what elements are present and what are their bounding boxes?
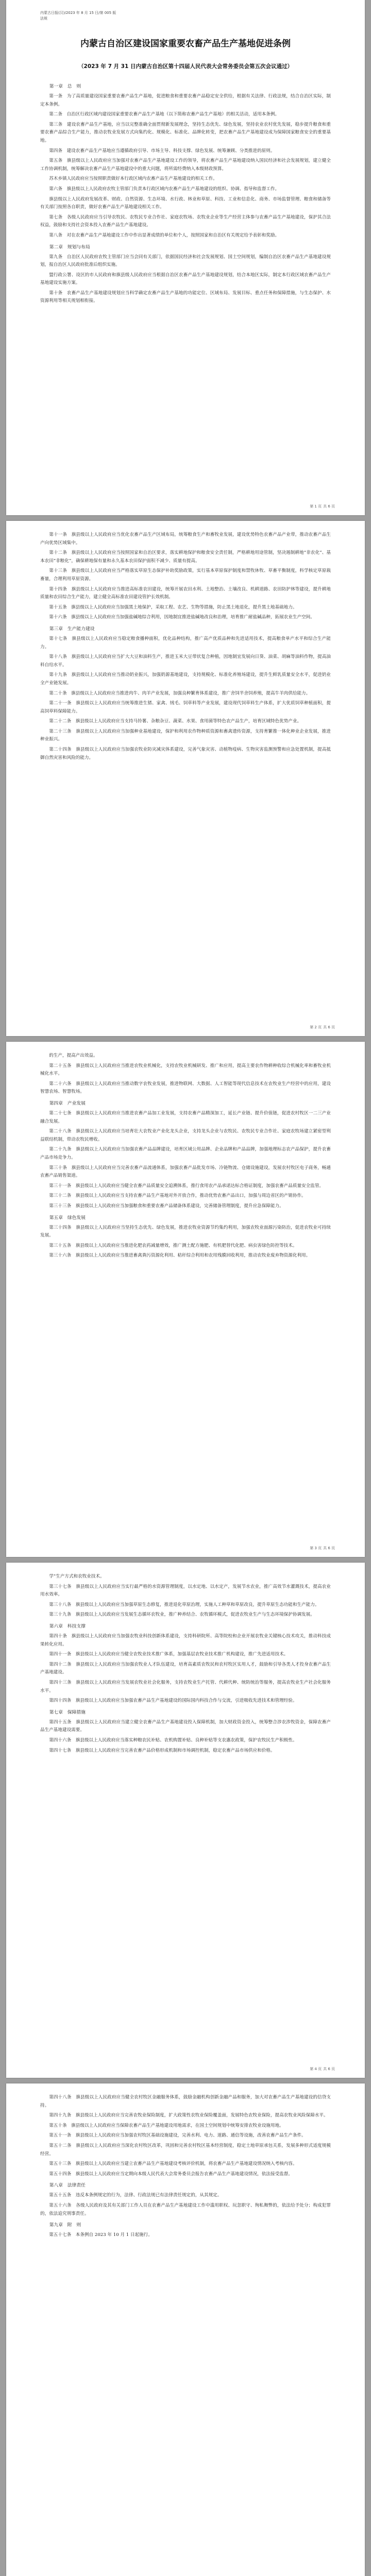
document-page	[6, 2083, 365, 2576]
article-paragraph: 第三十七条 旗县级以上人民政府应当实行最严格的水资源管理制度，以水定地、以水定产，发展节水农业，推广高效节水灌溉技术，提高农业用水效率。	[40, 1584, 331, 1598]
page-number	[308, 1546, 335, 1551]
article-paragraph: 第二十条 旗县级以上人民政府应当推进肉牛、肉羊产业发展，加强良种繁育体系建设，推广舍饲半舍饲养殖，提高牛羊肉供给能力。	[49, 690, 311, 696]
article-paragraph: 第一条 为了高质量建设国家重要农畜产品生产基地，促进粮食和重要农畜产品稳定安全供给，根据有关法律、行政法规，结合自治区实际，制定本条例。	[40, 94, 331, 107]
article-paragraph: 第五十六条 各级人民政府及其有关部门工作人员在农畜产品生产基地建设工作中滥用职权、玩忽职守、徇私舞弊的，依法给予处分；构成犯罪的，依法追究刑事责任。	[40, 2202, 331, 2216]
article-paragraph: 第二十三条 旗县级以上人民政府应当加强种业基地建设，保护和利用农作物种质资源和畜禽遗传资源，支持育繁推一体化种业企业发展，推进种业振兴。	[40, 728, 331, 742]
article-paragraph: 第十五条 旗县级以上人民政府应当加强黑土地保护，采取工程、农艺、生物等措施，防止黑土地退化，提升黑土地基础地力。	[49, 604, 297, 610]
page-number-current: 第 1 页	[310, 504, 322, 509]
article-paragraph: 第五条 旗县级以上人民政府应当加强对农畜产品生产基地建设工作的领导，将农畜产品生产基地建设纳入国民经济和社会发展规划，建立健全工作协调机制，统筹解决农畜产品生产基地建设中的重大问题，将所需经费纳入本级财政预算。	[40, 158, 331, 172]
article-paragraph: 第二十五条 旗县级以上人民政府应当推进农牧业机械化，支持农牧业机械研发、推广和应用，提高主要农作物耕种收综合机械化率和畜牧业机械化水平。	[40, 1063, 331, 1077]
chapter-heading: 第八章 法律责任	[49, 2183, 86, 2189]
article-paragraph: 第十九条 旗县级以上人民政府应当推动奶业振兴，加强奶源基地建设，支持规模化、标准化养殖场建设，提升生鲜乳质量安全水平，促进奶业全产业链发展。	[40, 672, 331, 686]
chapter-heading: 第一章 总 则	[49, 84, 81, 89]
article-paragraph: 第三十九条 旗县级以上人民政府应当发展生态循环农牧业，推广种养结合、农牧循环模式，促进农牧业生产与生态环境保护协调发展。	[49, 1612, 315, 1618]
article-paragraph: 学”生产方式和农牧业技术。	[49, 1574, 105, 1579]
article-paragraph: 的生产，提高产出效益。	[49, 1053, 98, 1058]
article-paragraph: 第四十九条 旗县级以上人民政府应当完善农牧业保险制度，扩大政策性农牧业保险覆盖面，发展特色农牧业保险，提高农牧业风险保障水平。	[49, 2113, 328, 2119]
header-source-line: 内蒙古日报(汉)/2023 年 8 月 15 日/第 005 版	[40, 11, 116, 15]
article-paragraph: 第十八条 旗县级以上人民政府应当扩大大豆和油料生产，推进玉米大豆带状复合种植，因地制宜发展向日葵、油菜、胡麻等油料作物，提高油料自给水平。	[40, 654, 331, 668]
document-subtitle: （2023 年 7 月 31 日内蒙古自治区第十四届人民代表大会常务委员会第五次会议通过）	[78, 63, 293, 70]
header-section-line: 法规	[40, 16, 47, 21]
article-paragraph: 第二十九条 旗县级以上人民政府应当加强农畜产品品牌建设，培育区域公用品牌、企业品牌和产品品牌，加强地理标志农产品保护，提升农畜产品市场竞争力。	[40, 1147, 331, 1160]
article-paragraph: 第四十八条 旗县级以上人民政府应当健全农村牧区金融服务体系，鼓励金融机构创新金融产品和服务，加大对农畜产品生产基地建设的信贷支持。	[40, 2095, 331, 2108]
article-paragraph: 第三十五条 旗县级以上人民政府应当推进化肥农药减量增效，推广测土配方施肥、有机肥替代化肥、病虫害绿色防控等技术。	[49, 1243, 297, 1248]
chapter-heading: 第七章 保障措施	[49, 1709, 86, 1715]
article-paragraph: 第三十四条 旗县级以上人民政府应当坚持生态优先、绿色发展，推进农牧业资源节约集约利用，加强农牧业面源污染防治，促进农牧业可持续发展。	[40, 1225, 331, 1239]
page-number-current: 第 2 页	[310, 1025, 322, 1029]
article-paragraph: 第五十一条 旗县级以上人民政府应当加强农村牧区基础设施建设，完善水利、电力、道路、通信等设施，改善农畜产品生产条件。	[49, 2133, 306, 2139]
document-page	[6, 0, 365, 515]
article-paragraph: 盟行政公署、设区的市人民政府和旗县级人民政府应当根据自治区农畜产品生产基地建设规划，结合本地区实际，制定本行政区域农畜产品生产基地建设实施方案。	[40, 272, 331, 286]
page-number	[308, 2066, 335, 2072]
article-paragraph: 第十一条 旗县级以上人民政府应当优化农畜产品生产区域布局，统筹粮食生产和畜牧业发展，建设优势特色农畜产品产业带，推动农畜产品生产向优势区域集中。	[40, 532, 331, 546]
article-paragraph: 第三十六条 旗县级以上人民政府应当推进畜禽粪污资源化利用、秸秆综合利用和农用残膜回收利用，推动农牧业废弃物资源化利用。	[49, 1253, 311, 1259]
article-paragraph: 第十四条 旗县级以上人民政府应当推进高标准农田建设，统筹开展农田水利、土地整治、土壤改良、机耕道路、农田防护林等建设，提升耕地质量和农田综合生产能力，建立健全高标准农田建设管护长效机制。	[40, 586, 331, 600]
article-paragraph: 第二条 自治区行政区域内建设国家重要农畜产品生产基地（以下简称农畜产品生产基地）的相关活动，适用本条例。	[49, 112, 280, 117]
chapter-heading: 第九章 附 则	[49, 2223, 81, 2228]
article-paragraph: 第三条 建设农畜产品生产基地，应当以完整准确全面贯彻新发展理念，坚持生态优先、绿色发展，坚持农业农村优先发展，稳步提升粮食和重要农畜产品综合生产能力，推动农牧业发展方式向集约化、规模化、标准化、品牌化转变，把农畜产品生产基地建设成为保障国家粮食安全的重要基地。	[40, 122, 331, 143]
article-paragraph: 第十条 农畜产品生产基地建设规划应当科学确定农畜产品生产基地的功能定位、区域布局、发展目标、重点任务和保障措施，与生态保护、水资源利用等相关规划相衔接。	[40, 290, 331, 304]
chapter-heading: 第五章 绿色发展	[49, 1215, 86, 1221]
article-paragraph: 第五十七条 本条例自 2023 年 10 月 1 日起施行。	[49, 2232, 153, 2238]
article-paragraph: 第二十一条 旗县级以上人民政府应当统筹推进生猪、家禽、绒毛、饲草料等产业发展，建设现代饲草料生产体系，扩大优质饲草种植面积，提高饲草料保障能力。	[40, 701, 331, 714]
chapter-heading: 第三章 生产能力建设	[49, 626, 95, 632]
page-number	[308, 504, 335, 509]
article-paragraph: 第五十三条 旗县级以上人民政府应当建立农畜产品生产基地建设考核评价机制，将农畜产品生产基地建设情况纳入考核内容。	[49, 2161, 297, 2167]
page-number	[308, 1025, 335, 1030]
article-paragraph: 第四十二条 旗县级以上人民政府应当加强农牧业人才队伍建设，培育高素质农牧民和农村牧区实用人才，鼓励和引导各类人才投身农畜产品生产基地建设。	[40, 1662, 331, 1675]
article-paragraph: 第四十一条 旗县级以上人民政府应当健全农牧业技术推广体系，加强基层农牧业技术推广机构建设，推广先进适用技术。	[49, 1652, 289, 1657]
article-paragraph: 第五十四条 旗县级以上人民政府应当定期向本级人民代表大会常务委员会报告农畜产品生产基地建设情况，依法接受监督。	[49, 2171, 293, 2177]
article-paragraph: 第三十条 旗县级以上人民政府应当完善农畜产品流通体系，加强农畜产品批发市场、冷链物流、仓储设施建设，发展农村牧区电子商务，畅通农畜产品销售渠道。	[40, 1165, 331, 1179]
article-paragraph: 第四十条 旗县级以上人民政府应当加强农牧业科技创新体系建设，支持科研院所、高等院校和企业开展农牧业关键核心技术攻关，推动科技成果转化应用。	[40, 1633, 331, 1647]
article-paragraph: 第二十六条 旗县级以上人民政府应当推动数字农牧业发展，推进物联网、大数据、人工智能等现代信息技术在农牧业生产经营中的应用，建设智慧农场、智慧牧场。	[40, 1081, 331, 1095]
article-paragraph: 第五十五条 违反本条例规定的行为，法律、行政法规已有法律责任规定的，从其规定。	[49, 2193, 222, 2198]
article-paragraph: 第三十八条 旗县级以上人民政府应当加强草原生态修复，推进退化草原治理，实施人工种草和草原改良，提升草原生态功能和生产能力。	[49, 1602, 319, 1607]
article-paragraph: 第四十四条 旗县级以上人民政府应当加强农畜产品生产基地建设的国际国内科技合作与交流，引进吸收先进技术和管理经验。	[49, 1698, 297, 1704]
article-paragraph: 第二十八条 旗县级以上人民政府应当培育壮大农牧业产业化龙头企业，支持龙头企业与农牧民、农牧民专业合作社、家庭农牧场建立紧密型利益联结机制，带动农牧民增收。	[40, 1129, 331, 1142]
page-number-total: 共 6 页	[323, 1546, 335, 1550]
article-paragraph: 旗县级以上人民政府发展改革、财政、自然资源、生态环境、水行政、林业和草原、科技、工业和信息化、商务、市场监督管理、粮食和储备等有关部门按照各自职责，做好农畜产品生产基地建设相关工作。	[40, 196, 331, 210]
article-paragraph: 第十七条 旗县级以上人民政府应当稳定粮食播种面积，优化品种结构，推广高产优质品种和先进适用技术，提高粮食单产水平和综合生产能力。	[40, 636, 331, 650]
article-paragraph: 第十三条 旗县级以上人民政府应当严格落实草原生态保护补助奖励政策，实行基本草原保护制度和禁牧休牧、草畜平衡制度，科学核定草原载畜量，合理利用草原资源。	[40, 568, 331, 582]
article-paragraph: 第五十条 旗县级以上人民政府应当保障农畜产品生产基地建设用地需求，在国土空间规划中统筹安排农牧业设施用地。	[49, 2123, 284, 2128]
article-paragraph: 第六条 旗县级以上人民政府农牧主管部门负责本行政区域内农畜产品生产基地建设的组织、协调、指导和监督工作。	[49, 186, 280, 192]
article-paragraph: 第五十二条 旗县级以上人民政府应当深化农村牧区改革，巩固和完善农村牧区基本经营制度，稳定土地草原承包关系，发展多种形式适度规模经营。	[40, 2143, 331, 2157]
article-paragraph: 第八条 对在农畜产品生产基地建设工作中作出显著成绩的单位和个人，按照国家和自治区有关规定给予表彰和奖励。	[49, 232, 280, 238]
article-paragraph: 第四十六条 旗县级以上人民政府应当落实种粮农民补贴、农机购置补贴、良种补贴等支农惠农政策，保护农牧民生产积极性。	[49, 1737, 297, 1743]
article-paragraph: 第四条 建设农畜产品生产基地应当遵循政府引导、市场主导、科技支撑、绿色发展、统筹兼顾、分类推进的原则。	[49, 148, 275, 154]
page-number-total: 共 6 页	[323, 1025, 335, 1029]
page-number-total: 共 6 页	[323, 504, 335, 509]
article-paragraph: 第三十三条 旗县级以上人民政府应当加强粮食和重要农畜产品储备体系建设，完善储备管理制度，提升应急保障能力。	[49, 1203, 284, 1209]
article-paragraph: 苏木乡镇人民政府应当按照职责做好本行政区域内农畜产品生产基地建设的相关工作。	[49, 176, 217, 182]
article-paragraph: 第四十七条 旗县级以上人民政府应当完善农畜产品价格形成机制和市场调控机制，稳定农畜产品市场供应和价格。	[49, 1748, 275, 1753]
newspaper-header	[40, 10, 331, 22]
document-title: 内蒙古自治区建设国家重要农畜产品生产基地促进条例	[80, 39, 291, 49]
article-paragraph: 第十六条 旗县级以上人民政府应当加强盐碱地综合利用，因地制宜推进盐碱地改良和治理，培育推广耐盐碱品种，拓展农业生产空间。	[49, 615, 315, 620]
document-page	[6, 521, 365, 1036]
article-paragraph: 第七条 各级人民政府应当引导农牧民、农牧民专业合作社、家庭农牧场、农牧业企业等生产经营主体参与农畜产品生产基地建设，保护其合法权益，鼓励和支持社会资本投入农畜产品生产基地建设。	[40, 214, 331, 228]
document-page	[6, 1042, 365, 1557]
chapter-heading: 第二章 规划与布局	[49, 244, 90, 250]
page-number-total: 共 6 页	[323, 2067, 335, 2071]
article-paragraph: 第三十一条 旗县级以上人民政府应当健全农畜产品质量安全追溯体系，推行食用农产品承诺达标合格证制度，加强农畜产品质量安全监管。	[49, 1183, 324, 1189]
document-page	[6, 1563, 365, 2078]
article-paragraph: 第二十七条 旗县级以上人民政府应当推进农畜产品加工业发展，支持农畜产品精深加工，延长产业链、提升价值链，促进农村牧区一二三产业融合发展。	[40, 1110, 331, 1124]
chapter-heading: 第四章 产业发展	[49, 1100, 86, 1106]
article-paragraph: 第十二条 旗县级以上人民政府应当按照国家和自治区要求，落实耕地保护和粮食安全责任制，严格耕地用途管制，坚决遏制耕地“非农化”、基本农田“非粮化”，确保耕地保有量和永久基本农田保护面积不减少、质量有提高。	[40, 550, 331, 564]
page-number-current: 第 3 页	[310, 1546, 322, 1550]
article-paragraph: 第二十二条 旗县级以上人民政府应当支持马铃薯、杂粮杂豆、蔬菜、水果、食用菌等特色农产品生产，培育区域特色优势产业。	[49, 719, 302, 724]
article-paragraph: 第三十二条 旗县级以上人民政府应当支持农畜产品生产基地对外开放合作，推动优势农畜产品出口，加强与周边省区的产销协作。	[49, 1193, 306, 1199]
article-paragraph: 第四十三条 旗县级以上人民政府应当发展农牧业社会化服务，支持农牧业生产托管、代耕代种、统防统治等服务，提高农牧业生产社会化服务水平。	[40, 1680, 331, 1693]
article-paragraph: 第四十五条 旗县级以上人民政府应当建立健全农畜产品生产基地建设投入保障机制，加大财政资金投入，统筹整合涉农涉牧资金，保障农畜产品生产基地建设需要。	[40, 1719, 331, 1733]
page-number-current: 第 4 页	[310, 2067, 322, 2071]
article-paragraph: 第二十四条 旗县级以上人民政府应当加强农牧业防灾减灾体系建设，完善气象灾害、动植物疫病、生物灾害监测预警和应急处置机制，提高抵御自然灾害和风险的能力。	[40, 747, 331, 760]
chapter-heading: 第六章 科技支撑	[49, 1623, 86, 1629]
article-paragraph: 第九条 自治区人民政府农牧主管部门应当会同有关部门，依据国民经济和社会发展规划、国土空间规划，编制自治区农畜产品生产基地建设规划，报自治区人民政府批准后组织实施。	[40, 254, 331, 268]
